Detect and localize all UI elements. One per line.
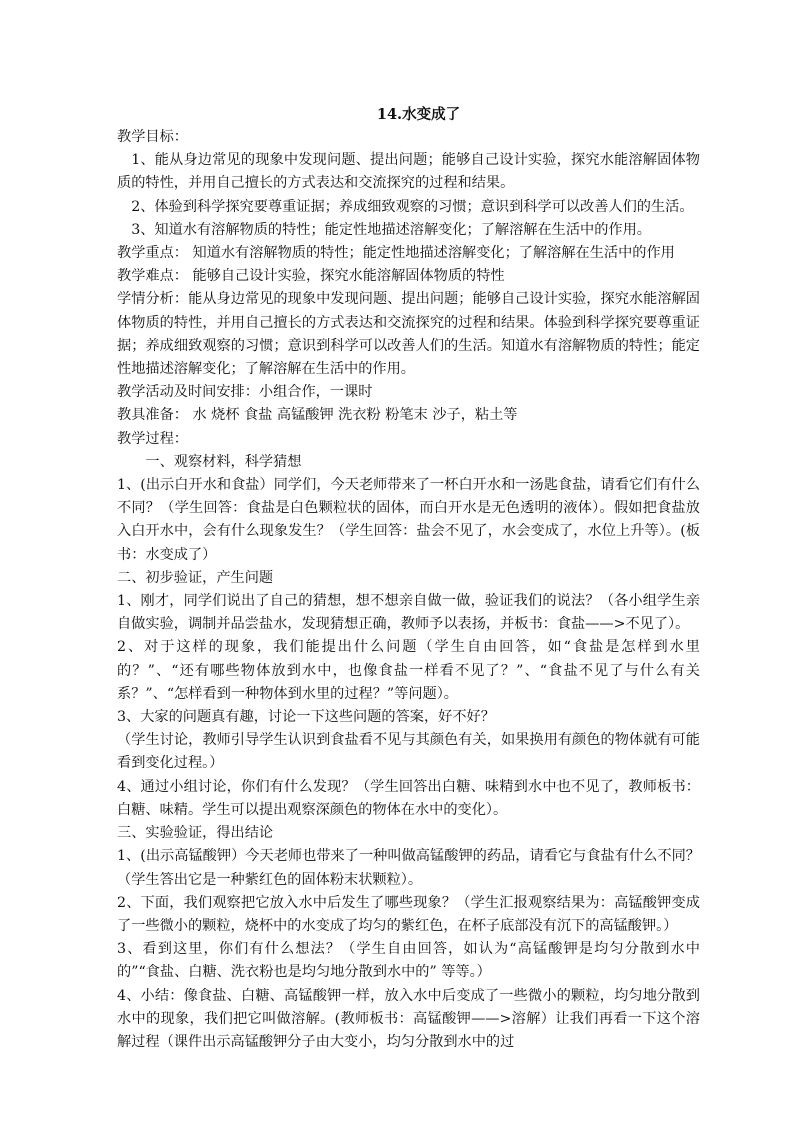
paragraph: 二、初步验证，产生问题 [117,569,274,586]
document-page [117,103,700,1054]
paragraph: 教学活动及时间安排：小组合作，一课时 [117,384,373,401]
paragraph: 4、通过小组讨论，你们有什么发现？（学生回答出白糖、味精到水中也不见了，教师板书：白糖、味精。学生可以提出观察深颜色的物体在水中的变化）。 [117,778,700,818]
paragraph: 1、刚才，同学们说出了自己的猜想，想不想亲自做一做，验证我们的说法？（各小组学生亲自做实验，调制并品尝盐水，发现猜想正确，教师予以表扬，并板书：食盐——>不见了）。 [117,593,700,633]
paragraph: 三、实验验证，得出结论 [117,825,274,842]
paragraph: 1、(出示高锰酸钾）今天老师也带来了一种叫做高锰酸钾的药品，请看它与食盐有什么不同？（学生答出它是一种紫红色的固体粉末状颗粒）。 [117,848,700,888]
paragraph: 教学难点： 能够自己设计实验，探究水能溶解固体物质的特性 [117,268,505,285]
paragraph: 1、(出示白开水和食盐）同学们，今天老师带来了一杯白开水和一汤匙食盐，请看它们有什么不同？（学生回答：食盐是白色颗粒状的固体，而白开水是无色透明的液体）。假如把食盐放入白开水中，会有什么现象发生？（学生回答：盐会不见了，水会变成了，水位上升等）。(板书：水变成了） [117,477,700,563]
paragraph: 4、小结：像食盐、白糖、高锰酸钾一样，放入水中后变成了一些微小的颗粒，均匀地分散到水中的现象，我们把它叫做溶解。(教师板书：高锰酸钾——>溶解）让我们再看一下这个溶解过程（课件出示高锰酸钾分子由大变小，均匀分散到水中的过 [117,987,700,1050]
paragraph: 教学过程： [117,430,188,447]
paragraph: 教学重点： 知道水有溶解物质的特性；能定性地描述溶解变化；了解溶解在生活中的作用 [117,245,675,262]
paragraph: 3、大家的问题真有趣，讨论一下这些问题的答案，好不好？ [117,709,495,726]
paragraph: （学生讨论，教师引导学生认识到食盐看不见与其颜色有关，如果换用有颜色的物体就有可能看到变化过程。） [117,732,700,772]
paragraph: 3、看到这里，你们有什么想法？（学生自由回答，如认为“高锰酸钾是均匀分散到水中的”“食盐、白糖、洗衣粉也是均匀地分散到水中的” 等等。） [117,941,700,981]
document-title: 14.水变成了 [376,106,461,123]
paragraph: 教具准备： 水 烧杯 食盐 高锰酸钾 洗衣粉 粉笔末 沙子，粘土等 [117,407,518,424]
paragraph: 2、体验到科学探究要尊重证据；养成细致观察的习惯；意识到科学可以改善人们的生活。 [131,198,694,215]
paragraph: 2、下面，我们观察把它放入水中后发生了哪些现象？（学生汇报观察结果为：高锰酸钾变成了一些微小的颗粒，烧杯中的水变成了均匀的紫红色，在杯子底部没有沉下的高锰酸钾。） [117,894,700,934]
document-body [117,126,700,1054]
paragraph: 学情分析：能从身边常见的现象中发现问题、提出问题；能够自己设计实验，探究水能溶解固体物质的特性，并用自己擅长的方式表达和交流探究的过程和结果。体验到科学探究要尊重证据；养成细致观察的习惯；意识到科学可以改善人们的生活。知道水有溶解物质的特性；能定性地描述溶解变化；了解溶解在生活中的作用。 [117,291,700,378]
paragraph: 一、观察材料，科学猜想 [145,453,302,470]
paragraph: 2、对于这样的现象，我们能提出什么问题（学生自由回答，如“食盐是怎样到水里的？”、“还有哪些物体放到水中，也像食盐一样看不见了？”、“食盐不见了与什么有关系？”、“怎样看到一种物体到水里的过程？”等问题）。 [117,639,700,702]
paragraph: 3、知道水有溶解物质的特性；能定性地描述溶解变化；了解溶解在生活中的作用。 [131,221,651,238]
paragraph: 1、能从身边常见的现象中发现问题、提出问题；能够自己设计实验，探究水能溶解固体物质的特性，并用自己擅长的方式表达和交流探究的过程和结果。 [117,152,700,192]
paragraph: 教学目标： [117,129,188,145]
